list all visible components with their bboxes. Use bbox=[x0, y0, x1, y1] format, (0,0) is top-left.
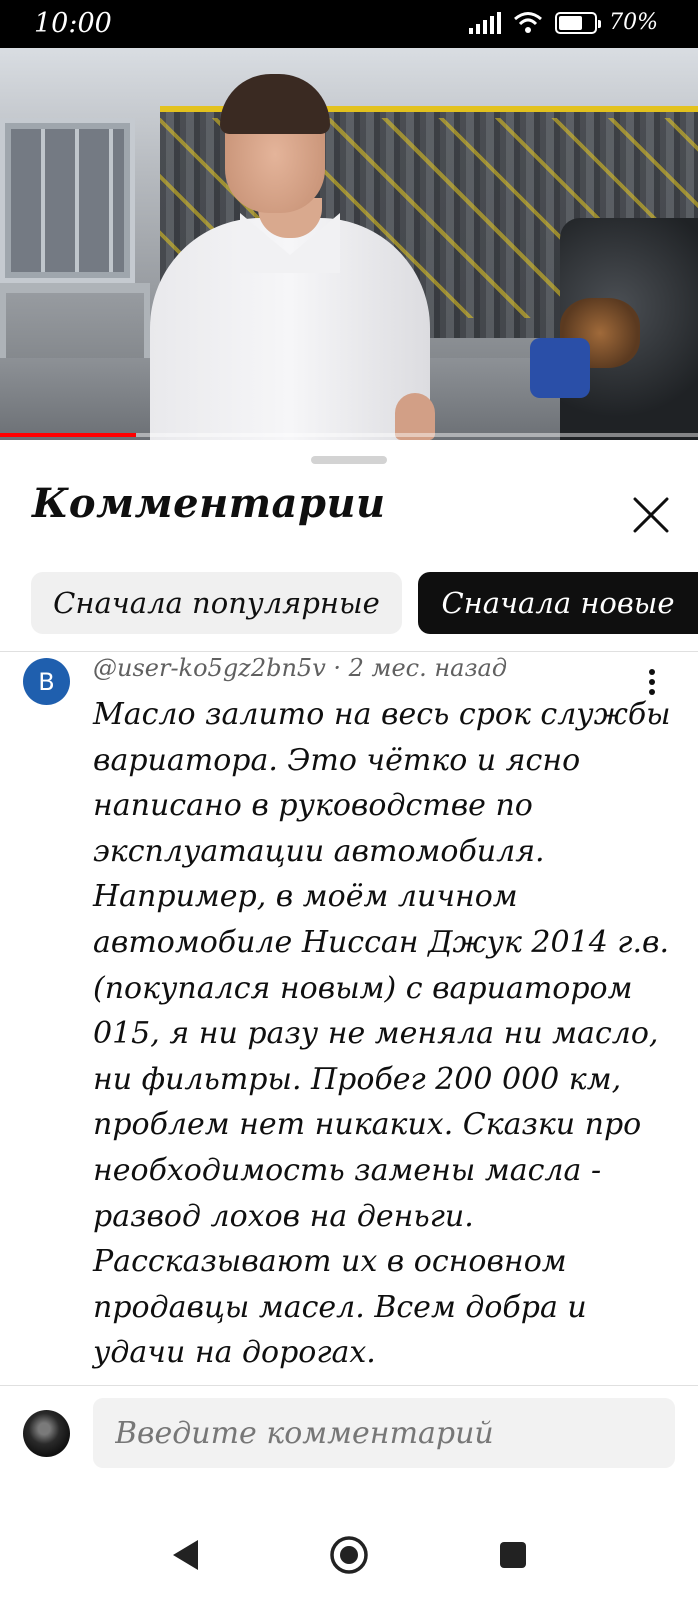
battery-percent: 70% bbox=[609, 10, 658, 35]
video-progress-bar[interactable] bbox=[0, 433, 698, 437]
status-bar bbox=[0, 0, 698, 48]
close-button[interactable] bbox=[620, 484, 682, 546]
comment-input[interactable] bbox=[93, 1398, 675, 1468]
battery-fill bbox=[559, 16, 582, 30]
comment-text: Масло залито на весь срок службы вариатора. Это чётко и ясно написано в руководстве по эксплуатации автомобиля. Например, в моём личном автомобиле Ниссан Джук 2014 г.в. (покупался новым) с вариатором 015, я ни разу не меняла ни масло, ни фильтры. Пробег 200 000 км, проблем нет никаких. Сказки про необходимость замены масла - развод лохов на деньги. Рассказывают их в основном продавцы масел. Всем добра и удачи на дорогах. bbox=[93, 697, 671, 1371]
status-time: 10:00 bbox=[34, 8, 112, 39]
sort-chip-popular[interactable]: Сначала популярные bbox=[31, 572, 402, 634]
presenter-shirt bbox=[150, 218, 430, 440]
presenter-hair bbox=[220, 74, 330, 134]
display-board bbox=[0, 118, 135, 283]
close-icon bbox=[631, 495, 671, 535]
wifi-icon bbox=[513, 11, 543, 35]
nav-recents-button[interactable] bbox=[490, 1532, 536, 1578]
comment-author[interactable]: @user-ko5gz2bn5v bbox=[93, 654, 326, 682]
meta-separator: · bbox=[325, 654, 349, 682]
sheet-title: Комментарии bbox=[32, 480, 386, 527]
square-recents-icon bbox=[498, 1540, 528, 1570]
comments-sheet bbox=[0, 440, 698, 1600]
divider bbox=[0, 1385, 698, 1386]
status-icons bbox=[469, 10, 658, 35]
comment-time: 2 мес. назад bbox=[348, 654, 508, 682]
current-user-avatar bbox=[23, 1410, 70, 1457]
author-avatar[interactable]: B bbox=[23, 658, 70, 705]
battery-icon bbox=[555, 12, 597, 34]
nav-back-button[interactable] bbox=[162, 1532, 208, 1578]
blue-stand bbox=[530, 338, 590, 398]
sort-chip-newest[interactable]: Сначала новые bbox=[418, 572, 698, 634]
comment-meta bbox=[93, 654, 507, 682]
cellular-signal-icon bbox=[469, 12, 501, 34]
triangle-back-icon bbox=[170, 1538, 200, 1572]
nav-home-button[interactable] bbox=[326, 1532, 372, 1578]
video-player[interactable] bbox=[0, 48, 698, 440]
divider bbox=[0, 651, 698, 652]
system-nav-bar bbox=[0, 1510, 698, 1600]
drag-handle[interactable] bbox=[311, 456, 387, 464]
circle-home-icon bbox=[329, 1535, 369, 1575]
video-progress-fill bbox=[0, 433, 136, 437]
